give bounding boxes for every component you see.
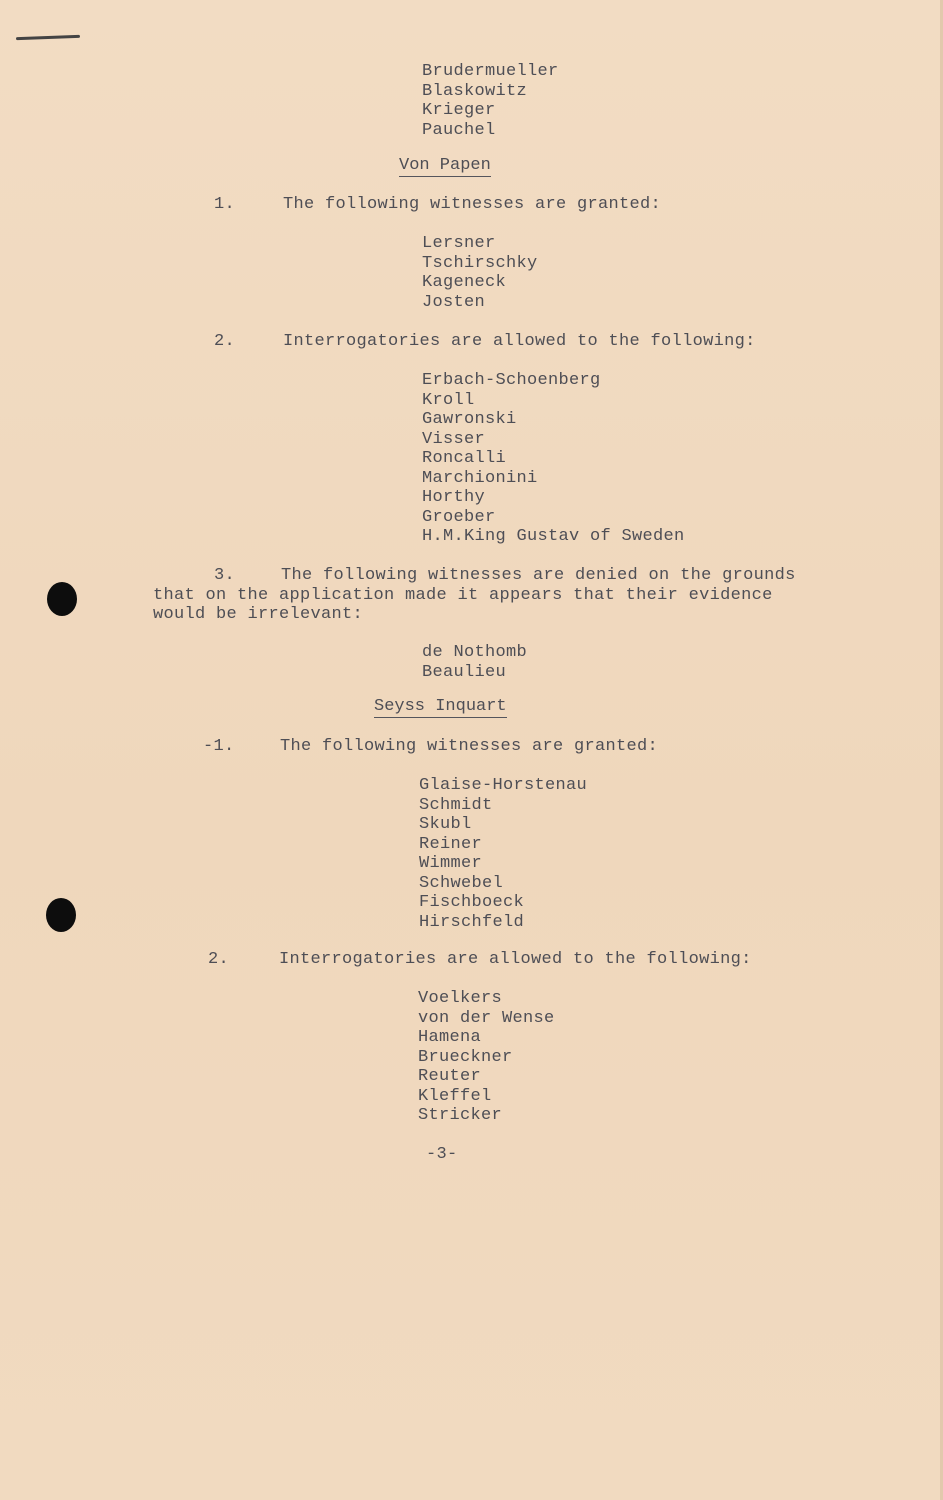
denied-witness-list: [422, 643, 527, 682]
list-item: Horthy: [422, 488, 486, 507]
page-number: -3-: [426, 1145, 458, 1164]
item-number: 1.: [214, 195, 236, 214]
item-number: 2.: [214, 332, 236, 351]
paragraph-line: would be irrelevant:: [153, 605, 364, 624]
item-text: Interrogatories are allowed to the following:: [283, 332, 756, 351]
list-item: de Nothomb: [422, 643, 528, 662]
section-heading-seyss-inquart: Seyss Inquart: [374, 697, 507, 716]
list-item: Josten: [422, 292, 486, 312]
granted-witness-list: [419, 776, 587, 932]
list-item: Reuter: [418, 1067, 482, 1086]
list-item: Brudermueller: [422, 62, 559, 81]
paragraph-line: The following witnesses are denied on the grounds: [281, 566, 796, 585]
pen-mark: [16, 35, 80, 40]
list-item: Skubl: [419, 815, 472, 834]
list-item: Wimmer: [419, 854, 483, 873]
list-item: Hamena: [418, 1028, 482, 1047]
item-number: -1.: [203, 737, 235, 756]
interrogatories-list: [422, 371, 685, 547]
list-item: H.M.King Gustav of Sweden: [422, 527, 685, 546]
item-text: Interrogatories are allowed to the following:: [279, 950, 752, 969]
list-item: Voelkers: [418, 989, 503, 1008]
item-number: 2.: [208, 950, 230, 969]
punch-hole-top: [47, 582, 77, 616]
list-item: Tschirschky: [422, 253, 538, 273]
list-item: Reiner: [419, 834, 483, 854]
item-text: The following witnesses are granted:: [280, 737, 659, 756]
list-item: Kroll: [422, 390, 475, 410]
list-item: Visser: [422, 429, 486, 449]
list-item: Lersner: [422, 234, 496, 253]
list-item: Gawronski: [422, 410, 517, 429]
interrogatories-list: [418, 989, 555, 1126]
list-item: Stricker: [418, 1106, 503, 1125]
list-item: Erbach-Schoenberg: [422, 371, 601, 390]
list-item: Fischboeck: [419, 893, 525, 912]
list-item: Schmidt: [419, 795, 493, 815]
granted-witness-list: [422, 234, 538, 312]
punch-hole-bottom: [46, 898, 76, 932]
list-item: Schwebel: [419, 873, 504, 893]
paragraph-line: that on the application made it appears that their evidence: [153, 585, 773, 605]
list-item: Beaulieu: [422, 662, 507, 682]
list-item: Hirschfeld: [419, 912, 525, 932]
list-item: Kageneck: [422, 273, 507, 292]
item-number: 3.: [214, 566, 236, 585]
list-item: Glaise-Horstenau: [419, 776, 588, 795]
item-text: The following witnesses are granted:: [283, 195, 662, 214]
list-item: Kleffel: [418, 1086, 492, 1106]
list-item: Roncalli: [422, 449, 507, 468]
top-name-list: [422, 62, 559, 140]
list-item: Brueckner: [418, 1047, 513, 1067]
list-item: Krieger: [422, 101, 496, 120]
list-item: Marchionini: [422, 468, 538, 488]
list-item: Groeber: [422, 507, 496, 527]
section-heading-von-papen: Von Papen: [399, 156, 491, 175]
list-item: Blaskowitz: [422, 81, 528, 101]
list-item: von der Wense: [418, 1008, 555, 1028]
list-item: Pauchel: [422, 120, 496, 140]
denied-paragraph: [153, 566, 796, 625]
